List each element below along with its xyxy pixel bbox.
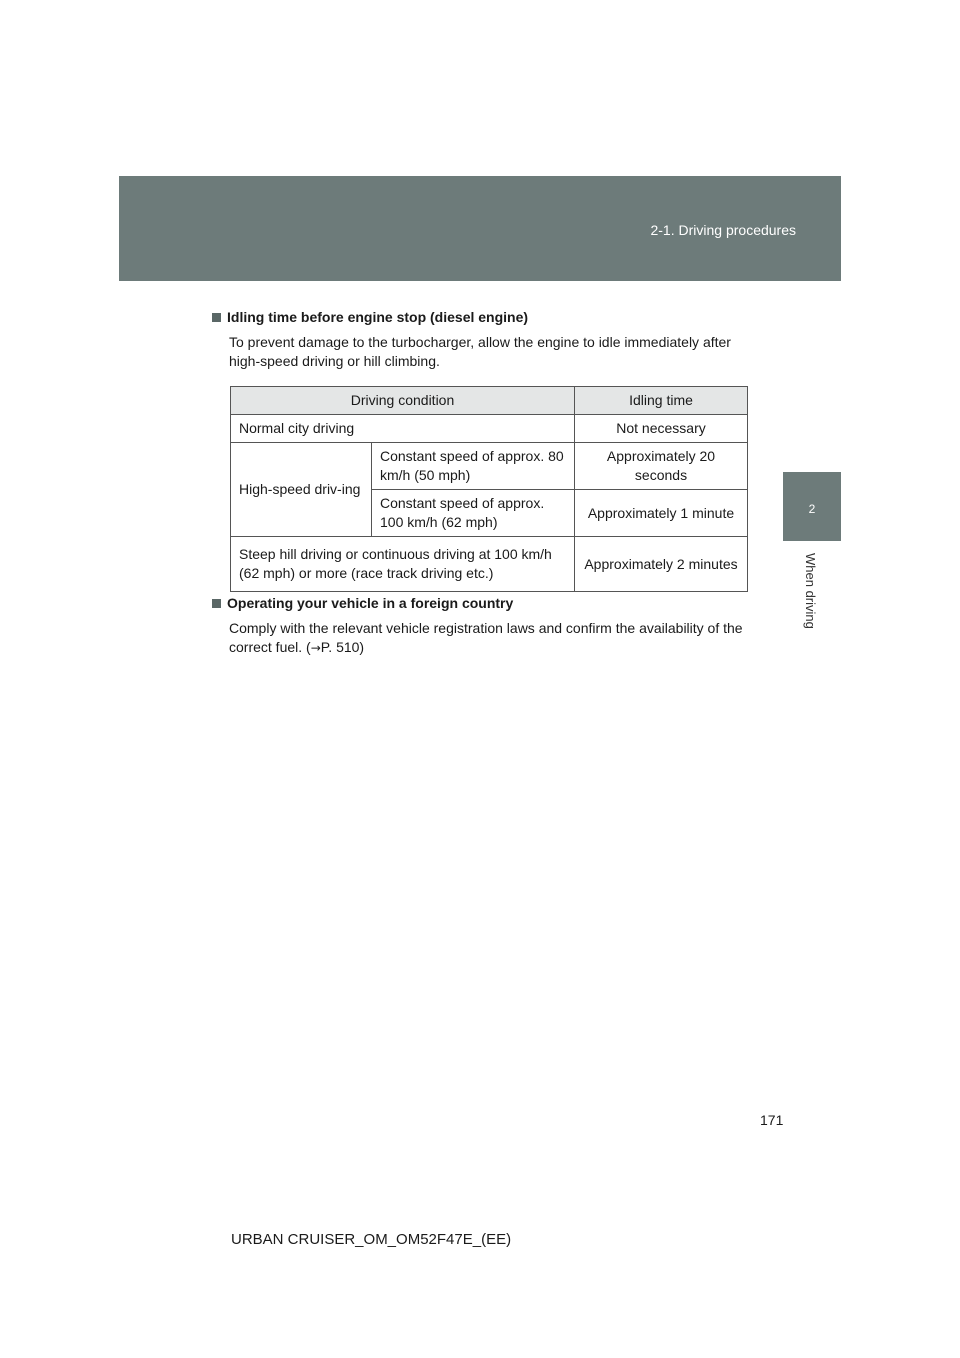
header-idling-time: Idling time — [575, 387, 748, 415]
idling-table — [230, 386, 748, 592]
header-band — [119, 176, 841, 281]
square-bullet-icon — [212, 313, 221, 322]
idling-heading — [212, 309, 752, 325]
cell-hill-time: Approximately 2 minutes — [575, 537, 748, 592]
document-id: URBAN CRUISER_OM_OM52F47E_(EE) — [231, 1231, 512, 1248]
cell-80-time: Approximately 20 seconds — [575, 443, 748, 490]
table-row — [231, 415, 748, 443]
cell-80-condition: Constant speed of approx. 80 km/h (50 mph) — [372, 443, 575, 490]
foreign-body-text: Comply with the relevant vehicle registration laws and confirm the availability of the correct fuel. ( — [229, 620, 743, 655]
cell-100-condition: Constant speed of approx. 100 km/h (62 mph) — [372, 490, 575, 537]
section-title: 2-1. Driving procedures — [650, 222, 796, 238]
table-row — [231, 537, 748, 592]
page-number: 171 — [760, 1112, 784, 1128]
idling-heading-text: Idling time before engine stop (diesel engine) — [227, 309, 529, 325]
foreign-body — [229, 619, 752, 658]
page-reference: P. 510) — [320, 639, 365, 655]
chapter-label: When driving — [803, 553, 818, 629]
cell-high-speed-group: High-speed driv-ing — [231, 443, 372, 537]
foreign-section — [212, 595, 752, 658]
foreign-heading — [212, 595, 752, 611]
cell-100-time: Approximately 1 minute — [575, 490, 748, 537]
chapter-tab — [783, 472, 841, 541]
cell-hill-condition: Steep hill driving or continuous driving at 100 km/h (62 mph) or more (race track driving etc.) — [231, 537, 575, 592]
cell-city-time: Not necessary — [575, 415, 748, 443]
header-driving-condition: Driving condition — [231, 387, 575, 415]
square-bullet-icon — [212, 599, 221, 608]
idling-section — [212, 309, 752, 371]
right-arrow-icon: → — [310, 641, 321, 655]
chapter-number: 2 — [808, 502, 816, 516]
idling-body: To prevent damage to the turbocharger, allow the engine to idle immediately after high-speed driving or hill climbing. — [229, 334, 731, 369]
table-row — [231, 443, 748, 490]
cell-city-condition: Normal city driving — [231, 415, 575, 443]
foreign-heading-text: Operating your vehicle in a foreign country — [227, 595, 514, 611]
table-header-row — [231, 387, 748, 415]
